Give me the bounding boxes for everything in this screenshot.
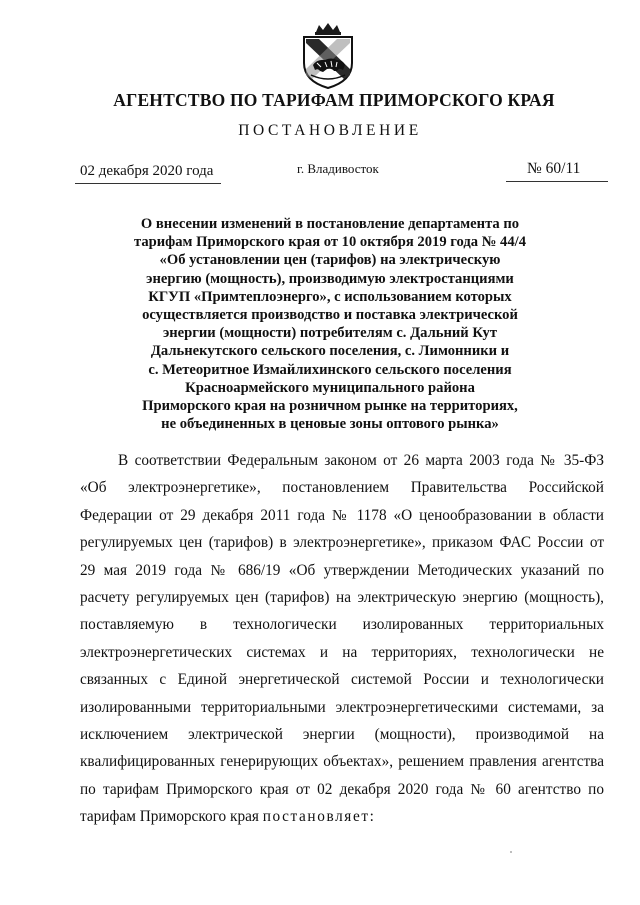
- body-line: 29 мая 2019 года № 686/19 «Об утверждении Методических указаний по: [80, 561, 604, 579]
- title-line: КГУП «Примтеплоэнерго», с использованием которых: [148, 288, 512, 305]
- number-underline: [506, 181, 608, 182]
- body-line: В соответствии Федеральным законом от 26 марта 2003 года № 35-ФЗ: [118, 452, 604, 469]
- agency-name: АГЕНТСТВО ПО ТАРИФАМ ПРИМОРСКОГО КРАЯ: [113, 90, 555, 110]
- title-line: «Об установлении цен (тарифов) на электрическую: [159, 252, 501, 269]
- scan-speck: [510, 851, 512, 853]
- title-line: энергию (мощность), производимую электростанциями: [146, 270, 514, 287]
- body-line: квалифицированных генерирующих объектах», решением правления агентства: [80, 753, 604, 771]
- body-line: расчету регулируемых цен (тарифов) на электрическую энергию (мощность),: [80, 588, 604, 606]
- resolution-keyword: постановляет:: [262, 808, 376, 826]
- document-city: г. Владивосток: [297, 161, 379, 176]
- document-number: № 60/11: [527, 160, 581, 177]
- body-line: регулируемых цен (тарифов) в электроэнергетике», приказом ФАС России от: [80, 534, 604, 552]
- title-line: Приморского края на розничном рынке на территориях,: [142, 398, 518, 415]
- title-line: Дальнекутского сельского поселения, с. Лимонники и: [150, 343, 510, 360]
- body-line: связанных с Единой энергетической системой России и технологически: [80, 671, 604, 689]
- body-line: по тарифам Приморского края от 02 декабря 2020 года № 60 агентство по: [80, 780, 604, 798]
- title-line: О внесении изменений в постановление департамента по: [140, 216, 520, 232]
- title-line: с. Метеоритное Измайлихинского сельского поселения: [148, 361, 512, 378]
- body-line: Федерации от 29 декабря 2011 года № 1178 «О ценообразовании в области: [80, 506, 604, 524]
- document-type: ПОСТАНОВЛЕНИЕ: [238, 122, 422, 139]
- title-line: осуществляется производство и поставка электрической: [142, 307, 518, 324]
- body-line: электроэнергетических системах и на территориях, технологически не: [80, 643, 604, 661]
- body-paragraph: [80, 447, 604, 830]
- document-date: 02 декабря 2020 года: [80, 163, 214, 179]
- coat-of-arms-emblem: [299, 23, 357, 89]
- body-line: «Об электроэнергетике», постановлением Правительства Российской: [80, 479, 604, 497]
- title-line: тарифам Приморского края от 10 октября 2019 года № 44/4: [133, 234, 526, 251]
- body-final-text: тарифам Приморского края: [80, 808, 263, 826]
- document-title: [80, 215, 580, 433]
- title-line: Красноармейского муниципального района: [185, 379, 475, 396]
- title-line: энергии (мощности) потребителям с. Дальний Кут: [162, 325, 498, 342]
- title-line: не объединенных в ценовые зоны оптового рынка»: [161, 416, 499, 433]
- body-line: исключением электрической энергии (мощности), производимой на: [80, 725, 604, 743]
- date-underline: [75, 183, 221, 184]
- body-line: изолированными территориальными электроэнергетическими системами, за: [80, 698, 604, 716]
- body-line-final: [80, 803, 604, 830]
- body-line: поставляемую в технологически изолированных территориальных: [80, 616, 604, 634]
